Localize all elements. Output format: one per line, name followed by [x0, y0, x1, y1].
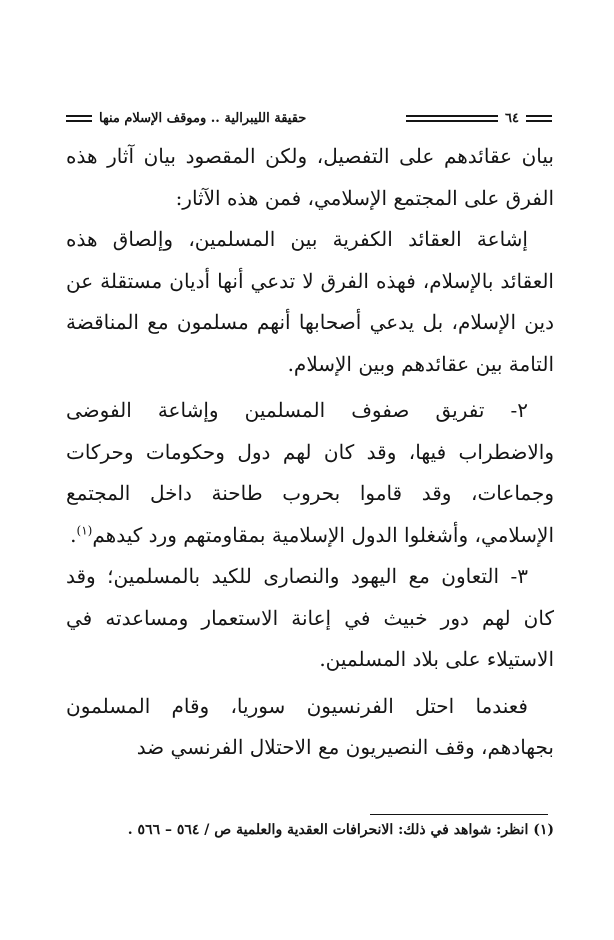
paragraph-1: بيان عقائدهم على التفصيل، ولكن المقصود بيان آثار هذه الفرق على المجتمع الإسلامي، فمن هذه الآثار:	[66, 144, 554, 210]
paragraph-3-end: .	[70, 522, 77, 547]
paragraph-2: إشاعة العقائد الكفرية بين المسلمين، وإلصاق هذه العقائد بالإسلام، فهذه الفرق لا تدعي أنها أديان مستقلة عن دين الإسلام، بل يدعي أصحابها أنهم مسلمون مع المناقضة التامة بين عقائدهم وبين الإسلام.	[66, 227, 554, 376]
page-number: ٦٤	[505, 110, 519, 126]
header-rule-middle	[406, 115, 498, 122]
running-title: حقيقة الليبرالية .. وموقف الإسلام منها	[99, 110, 307, 126]
header-page-group	[406, 111, 552, 126]
footnote-divider	[370, 814, 548, 815]
paragraph-3	[66, 390, 554, 556]
header-rule-right	[526, 115, 552, 122]
paragraph-4: ٣- التعاون مع اليهود والنصارى للكيد بالمسلمين؛ وقد كان لهم دور خبيث في إعانة الاستعمار ومساعدته في الاستيلاء على بلاد المسلمين.	[66, 564, 554, 671]
header-rule-left	[66, 115, 92, 122]
footnote-marker[interactable]: (١)	[76, 522, 93, 537]
body-text	[66, 136, 554, 769]
paragraph-5: فعندما احتل الفرنسيون سوريا، وقام المسلمون بجهادهم، وقف النصيريون مع الاحتلال الفرنسي ضد	[66, 693, 554, 759]
header-title-group	[66, 111, 306, 126]
footnote: (١) انظر: شواهد في ذلك: الانحرافات العقدية والعلمية ص / ٥٦٤ – ٥٦٦ .	[127, 822, 554, 838]
running-header	[66, 108, 552, 128]
paragraph-3-text: ٢- تفريق صفوف المسلمين وإشاعة الفوضى والاضطراب فيها، وقد كان لهم دول وحكومات وحركات وجماعات، وقد قاموا بحروب طاحنة داخل المجتمع الإسلامي، وأشغلوا الدول الإسلامية بمقاومتهم ورد كيدهم	[66, 398, 554, 547]
